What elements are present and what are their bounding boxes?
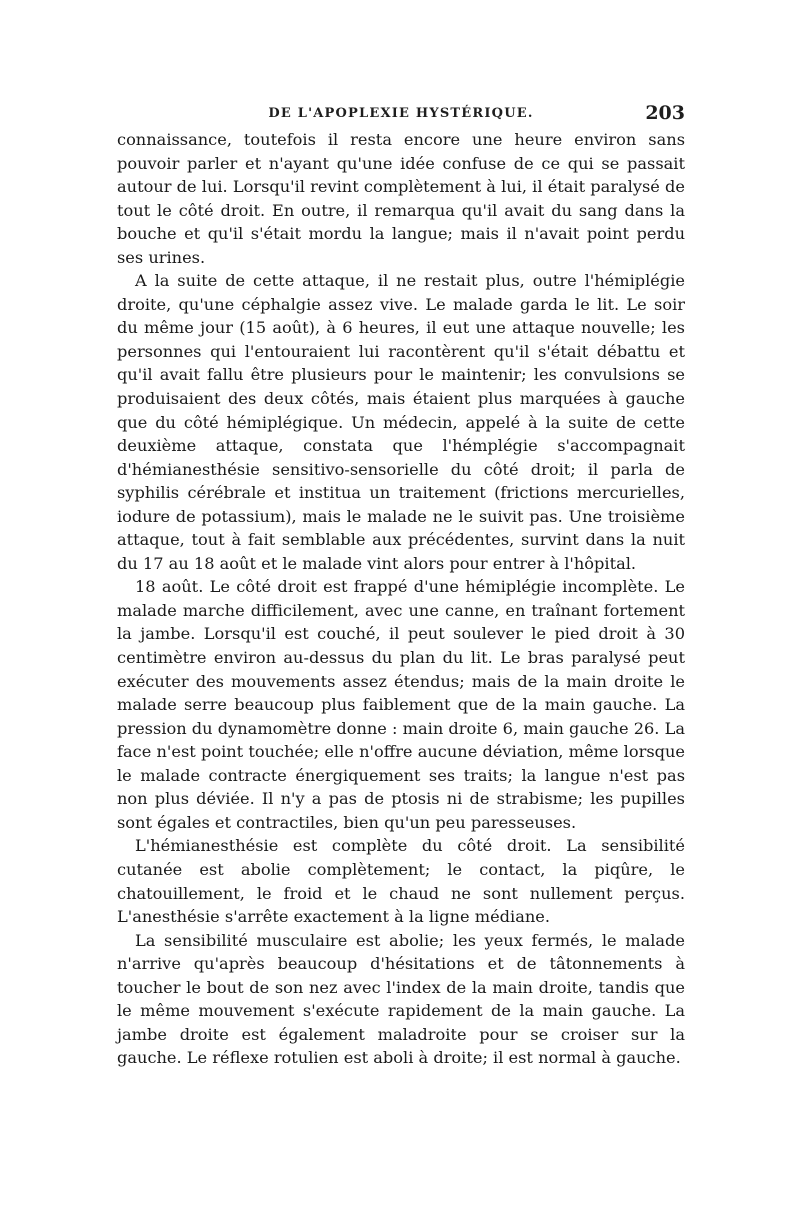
page-number: 203 <box>645 102 685 124</box>
running-title: DE L'APOPLEXIE HYSTÉRIQUE. <box>268 106 534 121</box>
paragraph-5: La sensibilité musculaire est abolie; les yeux fermés, le malade n'arrive qu'après beaucoup d'hésitations et de tâtonnements à toucher le bout de son nez avec l'index de la main droite, tandis que le même mouvement s'exécute rapidement de la main gauche. La jambe droite est également maladroite pour se croiser sur la gauche. Le réflexe rotulien est aboli à droite; il est normal à gauche. <box>117 930 685 1068</box>
page-header <box>117 102 685 126</box>
body-text <box>117 128 685 1070</box>
paragraph-2: A la suite de cette attaque, il ne restait plus, outre l'hémiplégie droite, qu'une céphalgie assez vive. Le malade garda le lit. Le soir du même jour (15 août), à 6 heures, il eut une attaque nouvelle; les personnes qui l'entouraient lui racontèrent qu'il s'était débattu et qu'il avait fallu être plusieurs pour le maintenir; les convulsions se produisaient des deux côtés, mais étaient plus marquées à gauche que du côté hémiplégique. Un médecin, appelé à la suite de cette deuxième attaque, constata que l'hémplégie s'accompagnait d'hémianesthésie sensitivo-sensorielle du côté droit; il parla de syphilis cérébrale et institua un traitement (frictions mercurielles, iodure de potassium), mais le malade ne le suivit pas. Une troisième attaque, tout à fait semblable aux précédentes, survint dans la nuit du 17 au 18 août et le malade vint alors pour entrer à l'hôpital. <box>117 271 685 573</box>
paragraph-3: 18 août. Le côté droit est frappé d'une hémiplégie incomplète. Le malade marche difficilement, avec une canne, en traînant fortement la jambe. Lorsqu'il est couché, il peut soulever le pied droit à 30 centimètre environ au-dessus du plan du lit. Le bras paralysé peut exécuter des mouvements assez étendus; mais de la main droite le malade serre beaucoup plus faiblement que de la main gauche. La pression du dynamomètre donne : main droite 6, main gauche 26. La face n'est point touchée; elle n'offre aucune déviation, même lorsque le malade contracte énergiquement ses traits; la langue n'est pas non plus déviée. Il n'y a pas de ptosis ni de strabisme; les pupilles sont égales et contractiles, bien qu'un peu paresseuses. <box>117 577 685 832</box>
paragraph-1: connaissance, toutefois il resta encore une heure environ sans pouvoir parler et n'ayant qu'une idée confuse de ce qui se passait autour de lui. Lorsqu'il revint complètement à lui, il était paralysé de tout le côté droit. En outre, il remarqua qu'il avait du sang dans la bouche et qu'il s'était mordu la langue; mais il n'avait point perdu ses urines. <box>117 130 685 267</box>
paragraph-4: L'hémianesthésie est complète du côté droit. La sensibilité cutanée est abolie complètement; le contact, la piqûre, le chatouillement, le froid et le chaud ne sont nullement perçus. L'anesthésie s'arrête exactement à la ligne médiane. <box>117 836 685 927</box>
